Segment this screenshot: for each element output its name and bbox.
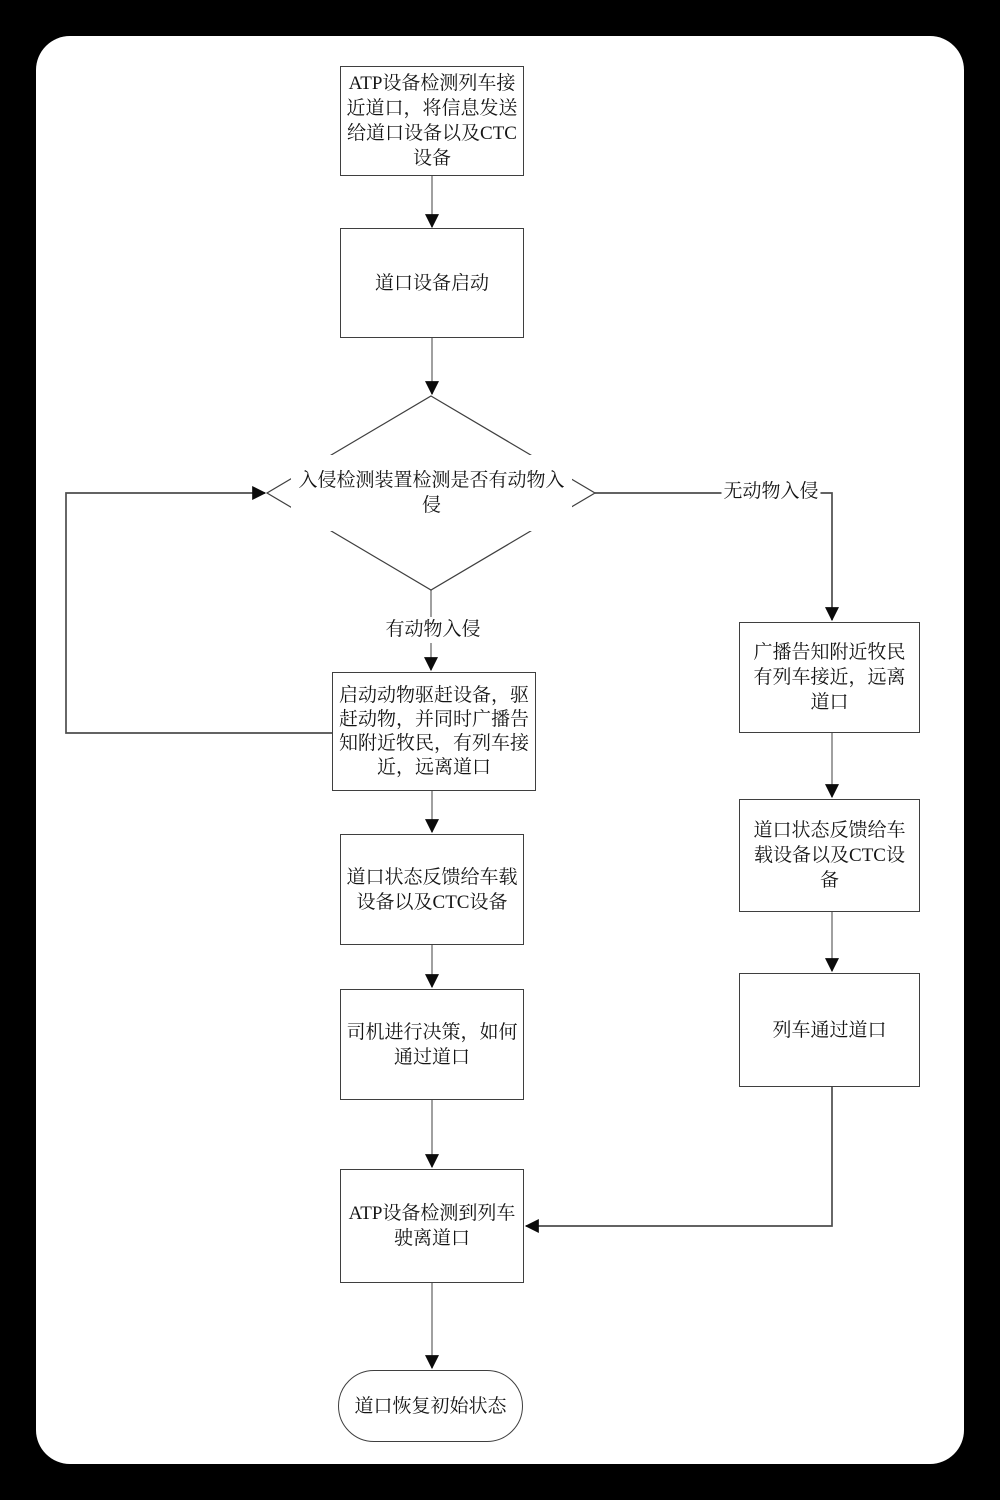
node-atp-detect-leave: ATP设备检测到列车驶离道口: [340, 1169, 524, 1283]
decision-animal-intrusion-label: 入侵检测装置检测是否有动物入侵: [291, 455, 572, 531]
node-status-feedback-right: 道口状态反馈给车载设备以及CTC设备: [739, 799, 920, 912]
node-train-pass-crossing: 列车通过道口: [739, 973, 920, 1087]
edge-label-no-animal-intrusion: 无动物入侵: [721, 479, 820, 505]
node-crossing-device-start: 道口设备启动: [340, 228, 524, 338]
node-crossing-reset-terminator: 道口恢复初始状态: [338, 1370, 523, 1442]
node-animal-expel-broadcast: 启动动物驱赶设备，驱赶动物，并同时广播告知附近牧民，有列车接近，远离道口: [332, 672, 536, 791]
node-broadcast-herdsmen: 广播告知附近牧民有列车接近，远离道口: [739, 622, 920, 733]
node-atp-detect-approach: ATP设备检测列车接近道口，将信息发送给道口设备以及CTC设备: [340, 66, 524, 176]
node-driver-decision: 司机进行决策，如何通过道口: [340, 989, 524, 1100]
edge-decision-to-broadcast: [595, 493, 832, 620]
edge-trainpass-to-trainleave: [526, 1087, 832, 1226]
node-status-feedback-left: 道口状态反馈给车载设备以及CTC设备: [340, 834, 524, 945]
edge-label-animal-intrusion: 有动物入侵: [383, 617, 482, 643]
